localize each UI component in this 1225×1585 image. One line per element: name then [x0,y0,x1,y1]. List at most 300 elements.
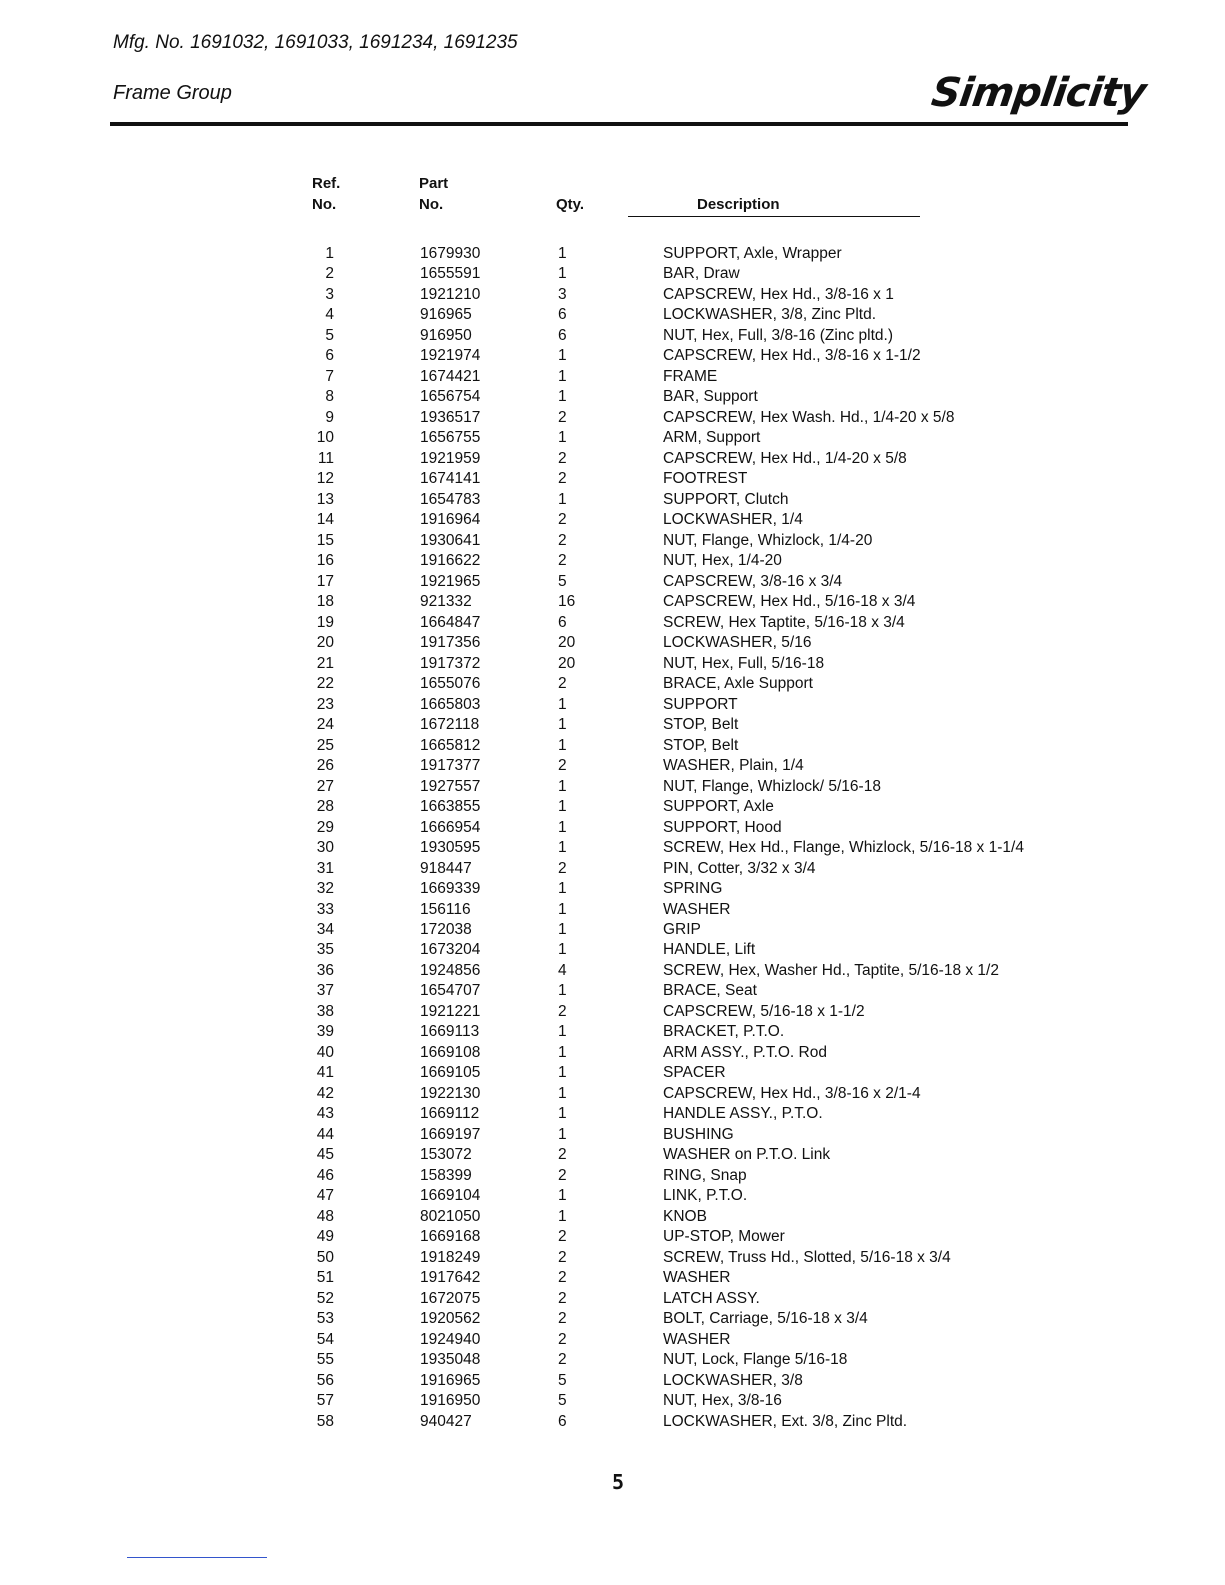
part-no: 1920562 [420,1310,481,1328]
table-row [0,633,1225,653]
part-no: 1654783 [420,490,481,508]
description: BRACE, Axle Support [663,675,813,693]
part-no: 1654707 [420,982,481,1000]
part-no: 1669104 [420,1187,481,1205]
table-row [0,674,1225,694]
part-no: 1921965 [420,572,481,590]
part-no: 1674141 [420,470,481,488]
qty: 1 [558,1064,567,1082]
ref-no: 30 [316,839,334,857]
qty: 1 [558,490,567,508]
ref-no: 27 [316,777,334,795]
table-row [0,1330,1225,1350]
part-no: 1921210 [420,285,481,303]
part-no: 8021050 [420,1207,481,1225]
part-no: 1663855 [420,798,481,816]
table-row [0,1063,1225,1083]
table-row [0,818,1225,838]
part-no: 1669112 [420,1105,480,1123]
qty: 1 [558,695,567,713]
table-row [0,305,1225,325]
part-no: 1916622 [420,552,481,570]
ref-no: 3 [325,285,334,303]
description: KNOB [663,1207,707,1225]
table-row [0,879,1225,899]
description: SCREW, Truss Hd., Slotted, 5/16-18 x 3/4 [663,1248,951,1266]
ref-no: 45 [316,1146,334,1164]
qty: 1 [558,716,567,734]
qty: 2 [558,757,567,775]
part-no: 1665803 [420,695,481,713]
part-no: 1669168 [420,1228,481,1246]
description: HANDLE ASSY., P.T.O. [663,1105,823,1123]
description: NUT, Flange, Whizlock, 1/4-20 [663,531,873,549]
table-row [0,1104,1225,1124]
part-no: 1921974 [420,347,481,365]
qty: 1 [558,880,567,898]
qty: 2 [558,1248,567,1266]
section-title: Frame Group [113,82,232,104]
ref-no: 38 [316,1002,334,1020]
part-no: 1917377 [420,757,481,775]
ref-no: 50 [316,1248,334,1266]
part-no: 1669113 [420,1023,480,1041]
ref-no: 39 [316,1023,334,1041]
table-row [0,1391,1225,1411]
description: NUT, Hex, Full, 5/16-18 [663,654,825,672]
qty: 1 [558,1187,567,1205]
table-row [0,326,1225,346]
part-no: 921332 [420,593,472,611]
part-no: 1656755 [420,429,481,447]
qty: 1 [558,798,567,816]
qty: 2 [558,1310,567,1328]
description: PIN, Cotter, 3/32 x 3/4 [663,859,816,877]
qty: 1 [558,245,567,262]
part-no: 918447 [420,859,472,877]
description: HANDLE, Lift [663,941,756,959]
ref-no: 47 [316,1187,334,1205]
table-row [0,1227,1225,1247]
description: WASHER, Plain, 1/4 [663,757,804,775]
table-row [0,940,1225,960]
qty: 2 [558,1228,567,1246]
ref-no: 12 [316,470,334,488]
ref-no: 14 [316,511,334,529]
description: LOCKWASHER, 1/4 [663,511,803,529]
part-no: 1666954 [420,818,481,836]
ref-no: 15 [316,531,334,549]
table-row [0,572,1225,592]
ref-no: 31 [316,859,334,877]
description: CAPSCREW, Hex Wash. Hd., 1/4-20 x 5/8 [663,408,955,426]
qty: 2 [558,408,567,426]
description: CAPSCREW, Hex Hd., 1/4-20 x 5/8 [663,449,907,467]
table-row [0,654,1225,674]
qty: 2 [558,1269,567,1287]
qty: 1 [558,429,567,447]
ref-no: 25 [316,736,334,754]
table-row [0,1145,1225,1165]
description: CAPSCREW, Hex Hd., 3/8-16 x 2/1-4 [663,1084,921,1102]
part-no: 1672075 [420,1289,481,1307]
page-number: 5 [612,1470,625,1494]
description: SUPPORT [663,695,738,713]
ref-no: 35 [316,941,334,959]
part-no: 1924940 [420,1330,481,1348]
model-numbers: Mfg. No. 1691032, 1691033, 1691234, 1691235 [113,32,518,53]
table-row [0,613,1225,633]
description: BAR, Draw [663,265,740,283]
ref-no: 34 [316,920,334,938]
table-row [0,1186,1225,1206]
part-no: 1921959 [420,449,481,467]
ref-no: 55 [316,1351,334,1369]
part-no: 940427 [420,1412,472,1430]
table-row [0,736,1225,756]
part-no: 1935048 [420,1351,481,1369]
description: SUPPORT, Axle [663,798,774,816]
qty: 1 [558,1084,567,1102]
qty: 2 [558,675,567,693]
description: LINK, P.T.O. [663,1187,748,1205]
qty: 2 [558,1330,567,1348]
ref-no: 43 [316,1105,334,1123]
ref-no: 36 [316,961,334,979]
table-row [0,859,1225,879]
ref-no: 7 [325,367,334,385]
description: CAPSCREW, 5/16-18 x 1-1/2 [663,1002,865,1020]
description: SCREW, Hex Hd., Flange, Whizlock, 5/16-18 x 1-1/4 [663,839,1024,857]
qty: 2 [558,511,567,529]
description: RING, Snap [663,1166,747,1184]
qty: 6 [558,326,567,344]
table-row [0,797,1225,817]
table-row [0,961,1225,981]
qty: 1 [558,818,567,836]
ref-no: 21 [316,654,334,672]
part-no: 156116 [420,900,471,918]
qty: 1 [558,920,567,938]
qty: 6 [558,613,567,631]
ref-no: 8 [325,388,334,406]
description: FOOTREST [663,470,748,488]
table-row [0,490,1225,510]
table-row [0,1289,1225,1309]
qty: 2 [558,1351,567,1369]
qty: 2 [558,531,567,549]
part-header-line1: Part [419,175,449,192]
ref-no: 10 [316,429,334,447]
qty: 1 [558,1043,567,1061]
qty: 2 [558,552,567,570]
ref-no: 40 [316,1043,334,1061]
qty: 1 [558,1207,567,1225]
table-row [0,387,1225,407]
description: WASHER on P.T.O. Link [663,1146,831,1164]
ref-no: 37 [316,982,334,1000]
qty: 16 [558,593,576,611]
description: WASHER [663,900,731,918]
table-row [0,1002,1225,1022]
description: LOCKWASHER, 3/8 [663,1371,803,1389]
description: LOCKWASHER, 5/16 [663,634,812,652]
table-row [0,285,1225,305]
part-no: 1665812 [420,736,481,754]
ref-no: 13 [316,490,334,508]
simplicity-logo: Simplicity [928,70,1149,116]
ref-no: 16 [316,552,334,570]
part-no: 1669108 [420,1043,481,1061]
part-no: 1672118 [420,716,480,734]
ref-no: 23 [316,695,334,713]
qty: 1 [558,941,567,959]
ref-no: 24 [316,716,334,734]
table-row [0,756,1225,776]
description: LATCH ASSY. [663,1289,760,1307]
column-header-description: Description [697,196,780,213]
ref-no: 42 [316,1084,334,1102]
part-no: 1921221 [420,1002,481,1020]
part-header-line2: No. [419,196,444,213]
column-header-ref [312,173,340,215]
table-row [0,1371,1225,1391]
ref-no: 20 [316,634,334,652]
qty: 6 [558,306,567,324]
ref-no: 5 [325,326,334,344]
qty: 20 [558,654,576,672]
description: BRACE, Seat [663,982,757,1000]
description: NUT, Hex, 1/4-20 [663,552,782,570]
qty: 2 [558,1166,567,1184]
qty: 1 [558,265,567,283]
table-row [0,244,1225,264]
description: ARM, Support [663,429,761,447]
table-row [0,1043,1225,1063]
ref-no: 54 [316,1330,334,1348]
ref-no: 56 [316,1371,334,1389]
header-rule [110,122,1128,126]
description: GRIP [663,920,701,938]
table-row [0,838,1225,858]
qty: 2 [558,449,567,467]
ref-no: 32 [316,880,334,898]
parts-table [0,244,1225,1432]
qty: 4 [558,961,567,979]
part-no: 916950 [420,326,472,344]
table-row [0,1125,1225,1145]
description: UP-STOP, Mower [663,1228,785,1246]
header-underline [628,216,920,217]
description: SUPPORT, Hood [663,818,782,836]
description: SCREW, Hex, Washer Hd., Taptite, 5/16-18 x 1/2 [663,961,999,979]
ref-no: 49 [316,1228,334,1246]
column-header-part [419,173,448,215]
table-row [0,346,1225,366]
table-row [0,449,1225,469]
ref-no: 19 [316,613,334,631]
qty: 20 [558,634,576,652]
description: SPACER [663,1064,726,1082]
part-no: 1669197 [420,1125,481,1143]
description: NUT, Hex, 3/8-16 [663,1392,782,1410]
table-row [0,510,1225,530]
table-row [0,264,1225,284]
part-no: 1674421 [420,367,481,385]
ref-no: 26 [316,757,334,775]
part-no: 1655591 [420,265,481,283]
part-no: 172038 [420,920,472,938]
part-no: 1917642 [420,1269,481,1287]
ref-no: 2 [325,265,334,283]
part-no: 153072 [420,1146,472,1164]
part-no: 1669339 [420,880,481,898]
ref-no: 41 [316,1064,334,1082]
ref-no: 17 [316,572,334,590]
part-no: 1936517 [420,408,481,426]
ref-no: 44 [316,1125,334,1143]
table-row [0,1207,1225,1227]
qty: 2 [558,1002,567,1020]
qty: 1 [558,1125,567,1143]
qty: 1 [558,367,567,385]
part-no: 1673204 [420,941,481,959]
part-no: 1927557 [420,777,481,795]
part-no: 1917356 [420,634,481,652]
ref-no: 22 [316,675,334,693]
description: NUT, Flange, Whizlock/ 5/16-18 [663,777,881,795]
part-no: 1916964 [420,511,481,529]
description: BOLT, Carriage, 5/16-18 x 3/4 [663,1310,868,1328]
table-row [0,981,1225,1001]
part-no: 1916965 [420,1371,481,1389]
qty: 2 [558,1146,567,1164]
ref-no: 53 [316,1310,334,1328]
ref-no: 1 [325,245,334,262]
description: CAPSCREW, Hex Hd., 3/8-16 x 1-1/2 [663,347,921,365]
description: LOCKWASHER, 3/8, Zinc Pltd. [663,306,877,324]
qty: 2 [558,859,567,877]
ref-no: 6 [325,347,334,365]
description: NUT, Lock, Flange 5/16-18 [663,1351,848,1369]
ref-no: 18 [316,593,334,611]
qty: 2 [558,1289,567,1307]
qty: 1 [558,777,567,795]
table-row [0,408,1225,428]
table-row [0,1248,1225,1268]
table-row [0,1084,1225,1104]
qty: 1 [558,347,567,365]
ref-no: 58 [316,1412,334,1430]
description: SUPPORT, Axle, Wrapper [663,245,842,262]
qty: 1 [558,900,567,918]
table-row [0,1309,1225,1329]
part-no: 1669105 [420,1064,481,1082]
part-no: 1930641 [420,531,481,549]
description: BAR, Support [663,388,758,406]
part-no: 1922130 [420,1084,481,1102]
ref-no: 57 [316,1392,334,1410]
ref-no: 33 [316,900,334,918]
table-row [0,1412,1225,1432]
qty: 5 [558,1371,567,1389]
column-header-qty: Qty. [556,196,585,213]
description: BRACKET, P.T.O. [663,1023,785,1041]
description: CAPSCREW, 3/8-16 x 3/4 [663,572,843,590]
table-row [0,592,1225,612]
description: CAPSCREW, Hex Hd., 3/8-16 x 1 [663,285,894,303]
table-row [0,920,1225,940]
qty: 5 [558,1392,567,1410]
description: NUT, Hex, Full, 3/8-16 (Zinc pltd.) [663,326,893,344]
ref-no: 4 [325,306,334,324]
link-underline [127,1557,267,1558]
table-row [0,900,1225,920]
description: ARM ASSY., P.T.O. Rod [663,1043,827,1061]
description: BUSHING [663,1125,734,1143]
part-no: 1664847 [420,613,481,631]
description: WASHER [663,1269,731,1287]
qty: 1 [558,1023,567,1041]
table-row [0,695,1225,715]
table-row [0,367,1225,387]
ref-no: 46 [316,1166,334,1184]
part-no: 1656754 [420,388,481,406]
qty: 1 [558,982,567,1000]
ref-header-line2: No. [312,196,337,213]
ref-header-line1: Ref. [312,175,341,192]
description: WASHER [663,1330,731,1348]
table-row [0,715,1225,735]
part-no: 158399 [420,1166,472,1184]
description: FRAME [663,367,718,385]
table-row [0,1022,1225,1042]
qty: 2 [558,470,567,488]
qty: 6 [558,1412,567,1430]
table-row [0,531,1225,551]
description: STOP, Belt [663,716,739,734]
part-no: 1918249 [420,1248,481,1266]
table-row [0,469,1225,489]
qty: 1 [558,736,567,754]
ref-no: 52 [316,1289,334,1307]
table-row [0,1268,1225,1288]
qty: 5 [558,572,567,590]
part-no: 1655076 [420,675,481,693]
description: SPRING [663,880,723,898]
ref-no: 11 [317,449,334,467]
table-row [0,428,1225,448]
ref-no: 9 [325,408,334,426]
ref-no: 51 [316,1269,334,1287]
table-row [0,1350,1225,1370]
description: SUPPORT, Clutch [663,490,789,508]
ref-no: 28 [316,798,334,816]
part-no: 1679930 [420,245,481,262]
part-no: 1924856 [420,961,481,979]
ref-no: 48 [316,1207,334,1225]
part-no: 1917372 [420,654,481,672]
part-no: 1930595 [420,839,481,857]
part-no: 916965 [420,306,472,324]
description: CAPSCREW, Hex Hd., 5/16-18 x 3/4 [663,593,916,611]
table-row [0,777,1225,797]
ref-no: 29 [316,818,334,836]
table-row [0,1166,1225,1186]
qty: 1 [558,388,567,406]
description: SCREW, Hex Taptite, 5/16-18 x 3/4 [663,613,905,631]
qty: 3 [558,285,567,303]
